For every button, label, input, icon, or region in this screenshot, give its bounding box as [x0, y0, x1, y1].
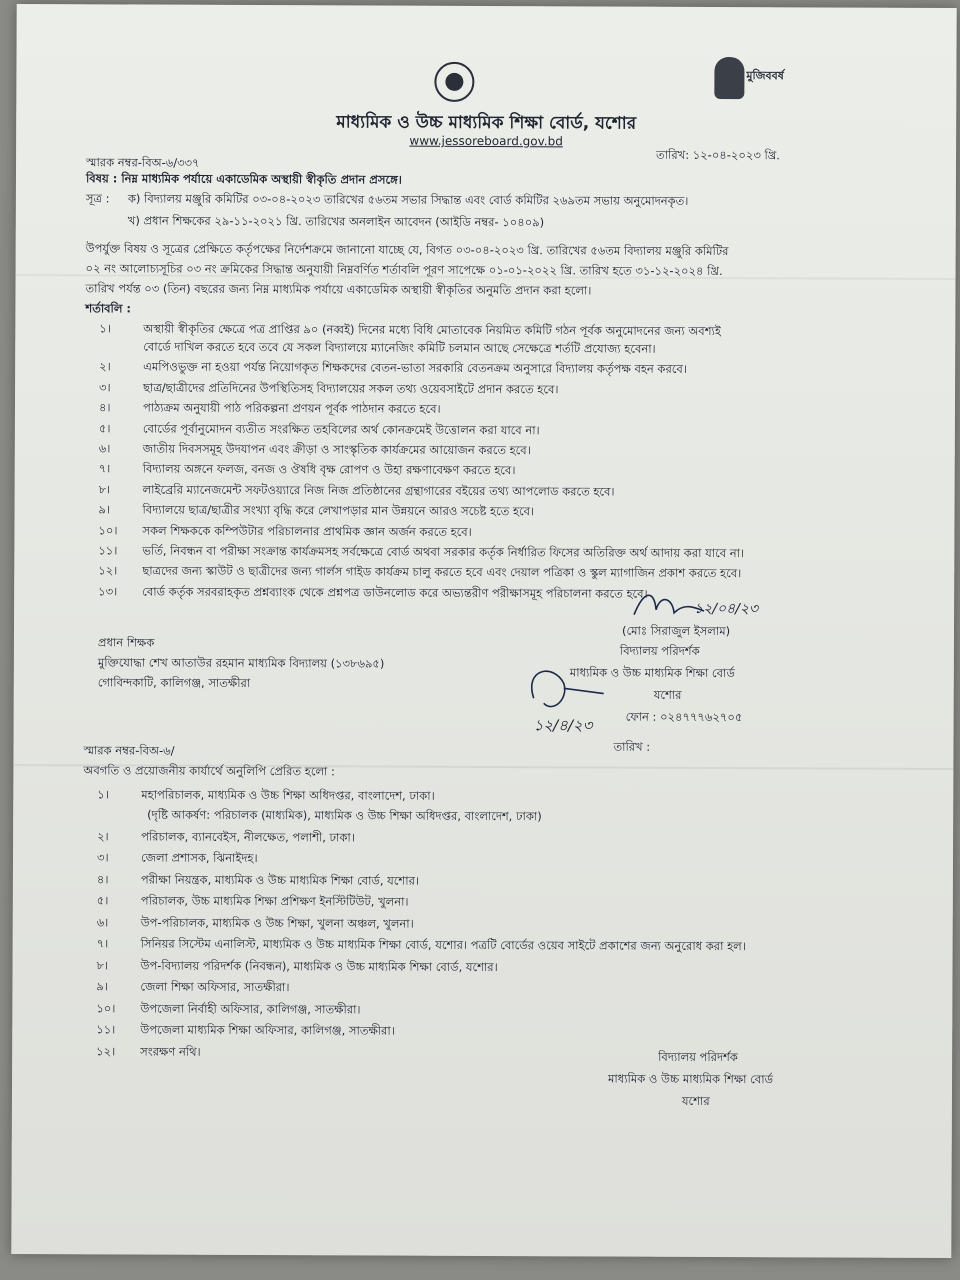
letter-page: [11, 4, 956, 1258]
copy-item-number: ১।: [97, 787, 109, 802]
condition-number: ৬।: [98, 441, 111, 456]
signatory-city: যশোর: [653, 687, 682, 702]
reference-a: ক) বিদ্যালয় মঞ্জুরি কমিটির ০৩-০৪-২০২৩ তারিখের ৫৬তম সভার সিদ্ধান্ত এবং বোর্ড কমিটির ২৬৯তম সভায় অনুমোদনকৃত।: [127, 191, 689, 208]
mujib-borsho-logo: [706, 51, 826, 108]
copy-item-text: মহাপরিচালক, মাধ্যমিক ও উচ্চ শিক্ষা অধিদপ্তর, বাংলাদেশ, ঢাকা।: [141, 787, 435, 803]
reference-b: খ) প্রধান শিক্ষকের ২৯-১১-২০২১ খ্রি. তারিখের অনলাইন আবেদন (আইডি নম্বর- ১০৪০৯): [127, 213, 545, 230]
condition-text: এমপিওভুক্ত না হওয়া পর্যন্ত নিয়োগকৃত শিক্ষকদের বেতন-ভাতা সরকারি বেতনক্রম অনুসারে বিদ্যালয় কর্তৃপক্ষ বহন করবে।: [143, 359, 687, 377]
condition-number: ৪।: [98, 400, 111, 415]
portrait-icon: [714, 57, 744, 99]
copy-item-number: ১০।: [96, 1000, 116, 1015]
subject-line: বিষয় : নিম্ন মাধ্যমিক পর্যায়ে একাডেমিক অস্থায়ী স্বীকৃতি প্রদান প্রসঙ্গে।: [85, 171, 402, 187]
copy-item-number: ৯।: [96, 979, 109, 994]
condition-number: ১১।: [98, 543, 118, 558]
copy-item-text: উপজেলা মাধ্যমিক শিক্ষা অফিসার, কালিগঞ্জ, সাতক্ষীরা।: [140, 1022, 395, 1038]
board-website-link[interactable]: www.jessoreboard.gov.bd: [409, 133, 563, 149]
footer-signatory-title: বিদ্যালয় পরিদর্শক: [658, 1049, 738, 1065]
signatory-title: বিদ্যালয় পরিদর্শক: [619, 643, 700, 658]
copy-item-number: ৬।: [96, 914, 109, 929]
condition-number: ৭।: [98, 461, 111, 476]
footer-signatory-board: মাধ্যমিক ও উচ্চ মাধ্যমিক শিক্ষা বোর্ড: [608, 1071, 774, 1087]
condition-number: ৯।: [98, 502, 111, 517]
letter-date: তারিখ: ১২-০৪-২০২৩ খ্রি.: [656, 147, 781, 163]
condition-text: ছাত্রদের জন্য স্কাউট ও ছাত্রীদের জন্য গার্লস গাইড কার্যক্রম চালু করতে হবে এবং দেয়াল পত্রিকা ও স্কুল ম্যাগাজিন প্রকাশ করতে হবে।: [142, 563, 742, 581]
condition-text: ভর্তি, নিবন্ধন বা পরীক্ষা সংক্রান্ত কার্যক্রমসহ সর্বক্ষেত্রে বোর্ড অথবা সরকার কর্তৃক নির্ধারিত ফিসের অতিরিক্ত অর্থ আদায় করা যাবে না।: [142, 543, 745, 561]
condition-text: লাইব্রেরি ম্যানেজমেন্ট সফটওয়্যারে নিজ নিজ প্রতিষ্ঠানের গ্রন্থাগারের বইয়ের তথ্য আপলোড করতে হবে।: [142, 482, 615, 499]
recipient-title: প্রধান শিক্ষক: [97, 635, 155, 650]
copy-item-text: পরিচালক, ব্যানবেইস, নীলক্ষেত, পলাশী, ঢাকা।: [141, 829, 355, 844]
condition-text: বোর্ডের পূর্বানুমোদন ব্যতীত সংরক্ষিত তহবিলের অর্থ কোনক্রমেই উত্তোলন করা যাবে না।: [142, 421, 540, 437]
condition-number: ১৩।: [98, 584, 118, 599]
signature-1-date: ১২/০৪/২৩: [694, 600, 759, 618]
condition-text: পাঠ্যক্রম অনুযায়ী পাঠ পরিকল্পনা প্রণয়ন পূর্বক পাঠদান করতে হবে।: [142, 400, 441, 416]
copy-item-number: ৫।: [96, 893, 109, 908]
condition-text: বিদ্যালয় অঙ্গনে ফলজ, বনজ ও ঔষধি বৃক্ষ রোপণ ও উহা রক্ষণাবেক্ষণ করতে হবে।: [142, 461, 516, 478]
condition-text: অস্থায়ী স্বীকৃতির ক্ষেত্রে পত্র প্রাপ্তির ৯০ (নব্বই) দিনের মধ্যে বিধি মোতাবেক নিয়মিত কমিটি গঠন পূর্বক অনুমোদনের জন্য অবশ্যই: [143, 321, 721, 339]
condition-text: সকল শিক্ষককে কম্পিউটার পরিচালনার প্রাথমিক জ্ঞান অর্জন করতে হবে।: [142, 523, 472, 539]
signature-2-date: ১২/৪/২৩: [533, 716, 593, 735]
copy-item-number: ৭।: [96, 936, 109, 951]
signatory-name: (মোঃ সিরাজুল ইসলাম): [621, 623, 731, 639]
copy-item-text: উপজেলা নির্বাহী অফিসার, কালিগঞ্জ, সাতক্ষীরা।: [140, 1001, 361, 1016]
copy-item-number: ৪।: [96, 871, 109, 886]
condition-number: ১।: [99, 321, 111, 336]
conditions-heading: শর্তাবলি :: [85, 301, 132, 316]
copy-item-number: ৩।: [96, 850, 109, 865]
copy-item-number: ৮।: [96, 957, 109, 972]
recipient-address: গোবিন্দকাটি, কালিগঞ্জ, সাতক্ষীরা: [97, 675, 251, 690]
condition-number: ১২।: [98, 563, 118, 578]
copy-item-text: (দৃষ্টি আকর্ষণ: পরিচালক (মাধ্যমিক), মাধ্যমিক ও উচ্চ শিক্ষা অধিদপ্তর, বাংলাদেশ, ঢাকা): [147, 807, 542, 824]
condition-number: ১০।: [98, 522, 118, 537]
copy-item-text: সিনিয়র সিস্টেম এনালিস্ট, মাধ্যমিক ও উচ্চ মাধ্যমিক শিক্ষা বোর্ড, যশোর। পত্রটি বোর্ডের ওয়েব সাইটে প্রকাশের জন্য অনুরোধ করা হল।: [140, 936, 746, 954]
signatory-phone: ফোন : ০২৪৭৭৭৬২৭০৫: [625, 709, 743, 725]
copy-date-label: তারিখ :: [613, 739, 651, 754]
copy-memo-number: স্মারক নম্বর-বিঅ-৬/: [83, 743, 175, 758]
copy-item-text: জেলা প্রশাসক, ঝিনাইদহ।: [140, 850, 258, 866]
copy-item-number: ১২।: [96, 1043, 116, 1058]
copy-item-text: জেলা শিক্ষা অফিসার, সাতক্ষীরা।: [140, 979, 290, 995]
memo-number: স্মারক নম্বর-বিঅ-৬/৩৩৭: [86, 155, 200, 170]
condition-text: বোর্ডে দাখিল করতে হবে তবে যে সকল বিদ্যালয়ে ম্যানেজিং কমিটি চলমান আছে সেক্ষেত্রে শর্তটি প্রযোজ্য হবেনা।: [143, 339, 656, 356]
copy-item-text: উপ-পরিচালক, মাধ্যমিক ও উচ্চ শিক্ষা, খুলনা অঞ্চল, খুলনা।: [140, 915, 414, 931]
body-line: তারিখ পর্যন্ত ০৩ (তিন) বছরের জন্য নিম্ন মাধ্যমিক পর্যায়ে একাডেমিক অস্থায়ী স্বীকৃতির অনুমতি প্রদান করা হলো।: [85, 281, 592, 298]
board-seal-icon: [434, 62, 474, 102]
condition-number: ৫।: [98, 420, 111, 435]
footer-signatory-city: যশোর: [681, 1093, 710, 1108]
condition-text: বিদ্যালয়ে ছাত্র/ছাত্রীর সংখ্যা বৃদ্ধি করে লেখাপড়ার মান উন্নয়নে আরও সচেষ্ট হতে হবে।: [142, 502, 535, 519]
reference-label: সূত্র :: [85, 191, 110, 206]
mujib-borsho-label: মুজিববর্ষ: [746, 69, 784, 83]
condition-number: ২।: [99, 359, 111, 374]
board-name: মাধ্যমিক ও উচ্চ মাধ্যমিক শিক্ষা বোর্ড, যশোর: [336, 112, 637, 134]
body-line: উপর্যুক্ত বিষয় ও সূত্রের প্রেক্ষিতে কর্তৃপক্ষের নির্দেশক্রমে জানানো যাচ্ছে যে, বিগত ০৩-০৪-২০২৩ খ্রি. তারিখের ৫৬তম বিদ্যালয় মঞ্জুরি কমিটির: [85, 241, 729, 259]
copy-item-number: ১১।: [96, 1022, 116, 1037]
condition-text: জাতীয় দিবসসমূহ উদযাপন এবং ক্রীড়া ও সাংস্কৃতিক কার্যক্রমের আয়োজন করতে হবে।: [142, 441, 531, 458]
copy-item-text: উপ-বিদ্যালয় পরিদর্শক (নিবন্ধন), মাধ্যমিক ও উচ্চ মাধ্যমিক শিক্ষা বোর্ড, যশোর।: [140, 958, 498, 974]
condition-text: ছাত্র/ছাত্রীদের প্রতিদিনের উপস্থিতিসহ বিদ্যালয়ের সকল তথ্য ওয়েবসাইটে প্রদান করতে হবে।: [143, 380, 559, 397]
copy-item-text: পরিচালক, উচ্চ মাধ্যমিক শিক্ষা প্রশিক্ষণ ইনস্টিটিউট, খুলনা।: [140, 893, 409, 909]
condition-text: বোর্ড কর্তৃক সরবরাহকৃত প্রশ্নব্যাংক থেকে প্রশ্নপত্র ডাউনলোড করে অভ্যন্তরীণ পরীক্ষাসমূহ পরিচালনা করতে হবে।: [142, 584, 648, 601]
condition-number: ৩।: [99, 380, 111, 395]
recipient-school: মুক্তিযোদ্ধা শেখ আতাউর রহমান মাধ্যমিক বিদ্যালয় (১৩৮৬৯৫): [97, 655, 385, 671]
copy-item-number: ২।: [97, 828, 109, 843]
body-line: ০২ নং আলোচ্যসূচির ০৩ নং ক্রমিকের সিদ্ধান্ত অনুযায়ী নিম্নবর্ণিত শর্তাবলি পূরণ সাপেক্ষে ০১-০১-২০২২ খ্রি. তারিখ হতে ৩১-১২-২০২৪ খ্রি.: [85, 261, 723, 279]
copy-intro: অবগতি ও প্রয়োজনীয় কার্যার্থে অনুলিপি প্রেরিত হলো :: [83, 763, 335, 779]
copy-item-text: সংরক্ষণ নথি।: [140, 1044, 201, 1059]
condition-number: ৮।: [98, 482, 111, 497]
signatory-board: মাধ্যমিক ও উচ্চ মাধ্যমিক শিক্ষা বোর্ড: [569, 665, 735, 681]
copy-item-text: পরীক্ষা নিয়ন্ত্রক, মাধ্যমিক ও উচ্চ মাধ্যমিক শিক্ষা বোর্ড, যশোর।: [140, 872, 420, 888]
